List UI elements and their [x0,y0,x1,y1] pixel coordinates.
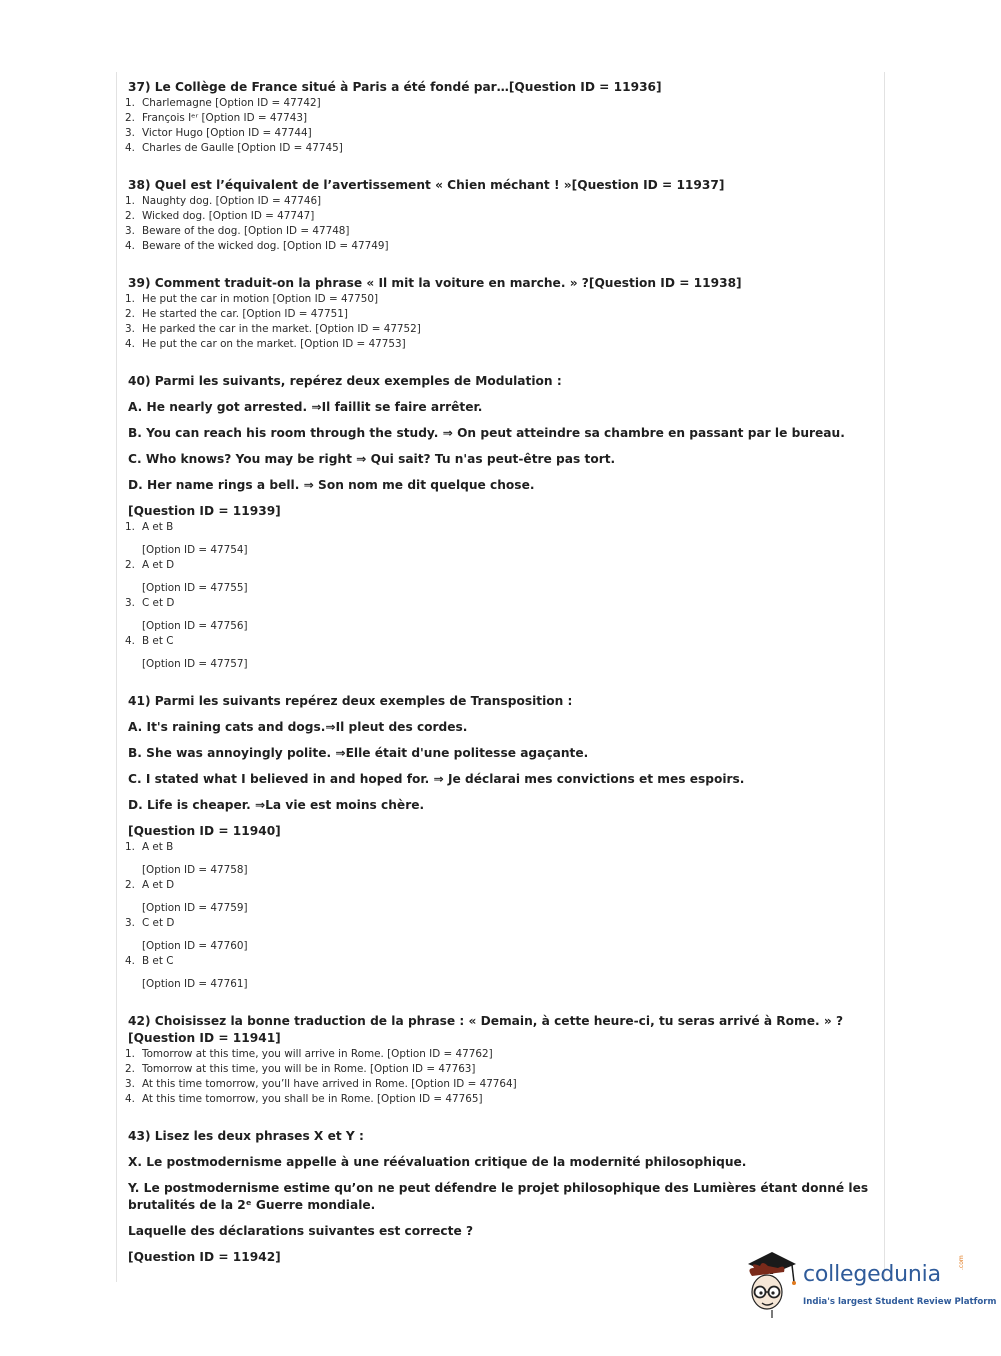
option-item [124,634,869,672]
question-title: 41) Parmi les suivants repérez deux exemples de Transposition : [128,694,573,708]
option-text: He put the car in motion [Option ID = 47750] [142,293,379,305]
option-item [124,1047,869,1062]
statement-y: Y. Le postmodernisme estime qu’on ne peut défendre le projet philosophique des Lumières étant donné les brutalités de la 2ᵉ Guerre mondiale. [128,1181,869,1212]
question-40 [124,373,869,672]
question-42 [124,1013,869,1107]
question-39 [124,275,869,352]
option-number: 2. [125,559,135,571]
option-item [124,322,869,337]
document-content [124,79,869,1266]
option-item [124,224,869,239]
option-id: [Option ID = 47756] [142,620,248,632]
option-number: 3. [125,127,135,139]
option-item [124,840,869,878]
option-id: [Option ID = 47757] [142,658,248,670]
statement-a: A. It's raining cats and dogs.⇒Il pleut des cordes. [128,720,468,734]
option-number: 3. [125,225,135,237]
question-title: 38) Quel est l’équivalent de l’avertissement « Chien méchant ! »[Question ID = 11937] [128,178,725,192]
logo-wordmark: collegedunia [803,1262,941,1287]
option-text: B et C [142,635,174,647]
option-number: 2. [125,1063,135,1075]
statement-d: D. Her name rings a bell. ⇒ Son nom me dit quelque chose. [128,478,535,492]
option-list [124,194,869,254]
option-text: Charlemagne [Option ID = 47742] [142,97,321,109]
option-item [124,1092,869,1107]
question-37 [124,79,869,156]
option-number: 4. [125,1093,135,1105]
option-text: A et D [142,559,175,571]
option-item [124,239,869,254]
option-text: Tomorrow at this time, you will be in Rome. [Option ID = 47763] [142,1063,476,1075]
question-title: 40) Parmi les suivants, repérez deux exemples de Modulation : [128,374,562,388]
logo-domain: .com [958,1255,965,1270]
statement-a: A. He nearly got arrested. ⇒Il faillit se faire arrêter. [128,400,483,414]
option-number: 1. [125,293,135,305]
option-text: A et B [142,841,174,853]
option-number: 4. [125,955,135,967]
option-id: [Option ID = 47758] [142,864,248,876]
option-item [124,141,869,156]
option-item [124,916,869,954]
option-number: 4. [125,338,135,350]
option-item [124,111,869,126]
option-number: 3. [125,1078,135,1090]
option-id: [Option ID = 47754] [142,544,248,556]
option-item [124,1062,869,1077]
option-number: 1. [125,521,135,533]
option-number: 4. [125,240,135,252]
option-number: 3. [125,597,135,609]
mascot-icon [742,1248,802,1318]
option-number: 1. [125,195,135,207]
option-id: [Option ID = 47761] [142,978,248,990]
statement-b: B. You can reach his room through the study. ⇒ On peut atteindre sa chambre en passant par le bureau. [128,426,845,440]
statement-b: B. She was annoyingly polite. ⇒Elle était d'une politesse agaçante. [128,746,589,760]
option-number: 2. [125,210,135,222]
option-item [124,337,869,352]
option-text: Naughty dog. [Option ID = 47746] [142,195,322,207]
option-number: 2. [125,879,135,891]
option-item [124,878,869,916]
option-text: At this time tomorrow, you shall be in Rome. [Option ID = 47765] [142,1093,483,1105]
logo-tagline: India's largest Student Review Platform [803,1297,997,1307]
question-title: 43) Lisez les deux phrases X et Y : [128,1129,364,1143]
question-title: 39) Comment traduit-on la phrase « Il mit la voiture en marche. » ?[Question ID = 11938] [128,276,742,290]
option-text: He parked the car in the market. [Option ID = 47752] [142,323,421,335]
option-text: C et D [142,917,175,929]
option-text: Wicked dog. [Option ID = 47747] [142,210,315,222]
question-id: [Question ID = 11940] [128,824,281,838]
collegedunia-logo[interactable] [742,1248,997,1318]
option-number: 1. [125,1048,135,1060]
option-number: 1. [125,97,135,109]
option-item [124,96,869,111]
option-text: Tomorrow at this time, you will arrive in Rome. [Option ID = 47762] [142,1048,493,1060]
option-item [124,307,869,322]
option-list [124,96,869,156]
option-list [124,1047,869,1107]
question-title: 42) Choisissez la bonne traduction de la phrase : « Demain, à cette heure-ci, tu seras arrivé à Rome. » ?[Question ID = 11941] [128,1014,844,1045]
option-item [124,1077,869,1092]
option-text: A et D [142,879,175,891]
question-43 [124,1128,869,1266]
option-number: 3. [125,323,135,335]
question-title: 37) Le Collège de France situé à Paris a été fondé par…[Question ID = 11936] [128,80,662,94]
statement-d: D. Life is cheaper. ⇒La vie est moins chère. [128,798,425,812]
option-item [124,558,869,596]
option-text: Victor Hugo [Option ID = 47744] [142,127,312,139]
question-41 [124,693,869,992]
option-text: François Iᵉʳ [Option ID = 47743] [142,112,308,124]
option-number: 2. [125,112,135,124]
option-id: [Option ID = 47755] [142,582,248,594]
option-number: 1. [125,841,135,853]
statement-c: C. Who knows? You may be right ⇒ Qui sait? Tu n'as peut-être pas tort. [128,452,616,466]
option-number: 4. [125,635,135,647]
option-number: 4. [125,142,135,154]
question-id: [Question ID = 11942] [128,1250,281,1264]
question-38 [124,177,869,254]
option-id: [Option ID = 47760] [142,940,248,952]
option-text: He put the car on the market. [Option ID = 47753] [142,338,406,350]
option-text: Charles de Gaulle [Option ID = 47745] [142,142,343,154]
option-item [124,520,869,558]
option-item [124,194,869,209]
option-item [124,126,869,141]
option-text: Beware of the wicked dog. [Option ID = 47749] [142,240,389,252]
statement-c: C. I stated what I believed in and hoped for. ⇒ Je déclarai mes convictions et mes espoirs. [128,772,745,786]
option-number: 3. [125,917,135,929]
option-item [124,292,869,307]
option-list [124,292,869,352]
option-item [124,954,869,992]
option-text: At this time tomorrow, you’ll have arrived in Rome. [Option ID = 47764] [142,1078,517,1090]
question-id: [Question ID = 11939] [128,504,281,518]
option-item [124,209,869,224]
page-frame-right [884,72,885,1282]
option-text: A et B [142,521,174,533]
statement-x: X. Le postmodernisme appelle à une réévaluation critique de la modernité philosophique. [128,1155,747,1169]
option-text: He started the car. [Option ID = 47751] [142,308,348,320]
option-item [124,596,869,634]
option-text: C et D [142,597,175,609]
option-number: 2. [125,308,135,320]
question-prompt: Laquelle des déclarations suivantes est correcte ? [128,1224,474,1238]
option-id: [Option ID = 47759] [142,902,248,914]
page-frame-left [116,72,117,1282]
option-text: Beware of the dog. [Option ID = 47748] [142,225,350,237]
option-text: B et C [142,955,174,967]
